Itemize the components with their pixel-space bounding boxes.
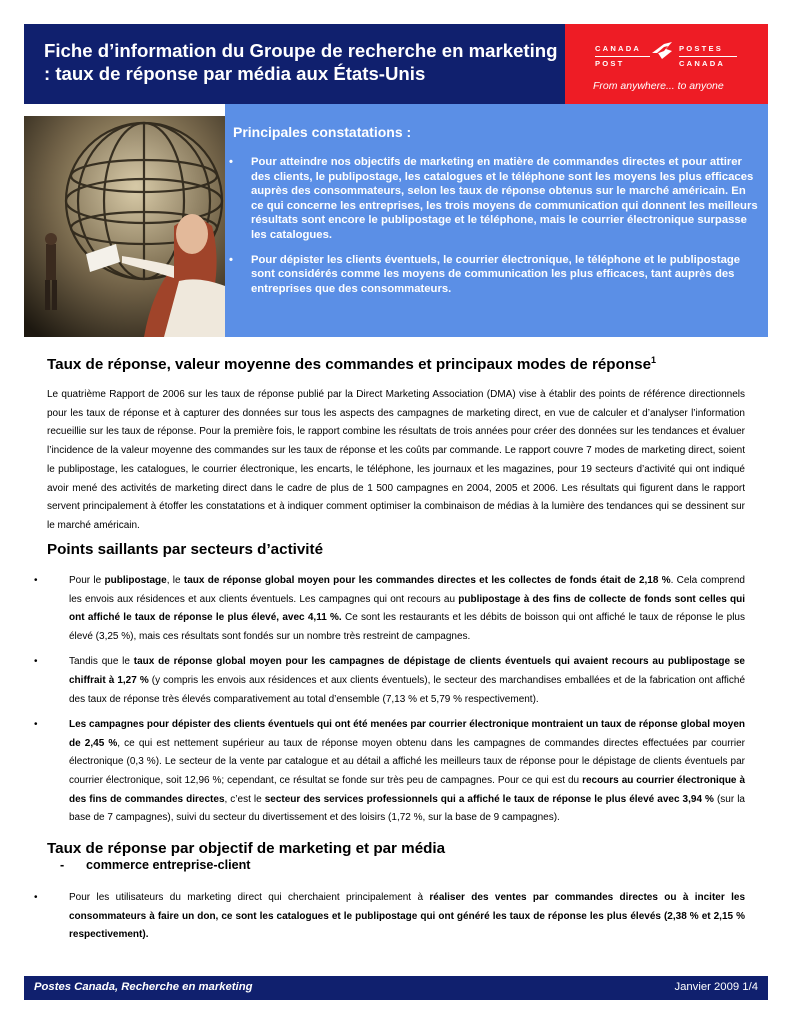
- subheading-dash: -: [60, 858, 65, 872]
- intro-paragraph: Le quatrième Rapport de 2006 sur les taux de réponse publié par la Direct Marketing Association (DMA) vise à établir des points de référence directionnels pour les taux de réponse et à capturer des données sur tous les aspects des campagnes de marketing direct, en vue de calculer et d’analyser l’information recueillie sur les taux de réponse. Pour la première fois, le rapport combine les résultats de trois années pour créer des données sur les tendances et évaluer l’incidence de la valeur moyenne des commandes sur les taux de réponse et les coûts par commande. Le rapport couvre 7 modes de marketing direct, soient le publipostage, les catalogues, le courrier électronique, les encarts, le téléphone, les journaux et les magazines, pour 19 secteurs d’activité qui ont indiqué avoir mené des activités de marketing direct dans le cadre de plus de 1 500 campagnes en 2004, 2005 et 2006. Les résultats qui figurent dans le rapport servent principalement à étoffer les constatations et à indiquer comment optimiser la combinaison de médias à la lumière des tendances qui se dessinent sur le marché américain.: [47, 389, 745, 531]
- logo-postes-text: POSTES: [679, 44, 724, 53]
- footer-source: Postes Canada, Recherche en marketing: [34, 981, 253, 993]
- subheading-text: commerce entreprise-client: [86, 858, 251, 872]
- section-heading-highlights: Points saillants par secteurs d’activité: [47, 541, 324, 558]
- logo-canada-text: CANADA: [595, 44, 642, 53]
- list-item: • Tandis que le taux de réponse global moyen pour les campagnes de dépistage de clients éventuels qui avaient recours au publipostage se chiffrait à 1,27 % (y compris les envois aux résidences et aux clients éventuels), le secteur des marchandises emballées et de la fabrication ont affiché des taux de réponse très élevés comparativement au total d’ensemble (7,13 % et 5,79 % respectivement).: [28, 653, 745, 709]
- logo-post-text: POST: [595, 59, 625, 68]
- logo-canada-fr-text: CANADA: [679, 59, 726, 68]
- key-findings-panel: [225, 104, 768, 337]
- list-item: • Les campagnes pour dépister des clients éventuels qui ont été menées par courrier électronique montraient un taux de réponse global moyen de 2,45 %, ce qui est nettement supérieur au taux de réponse moyen obtenu dans les campagnes de commandes directes effectuées par courrier électronique (0,3 %). Le secteur de la vente par catalogue et au détail a affiché les meilleurs taux de réponse pour le dépistage de clients éventuels par courrier électronique, soit 12,96 %; cependant, ce résultat se fonde sur très peu de campagnes. Pour ce qui est du recours au courrier électronique à des fins de commandes directes, c’est le secteur des services professionnels qui a affiché le taux de réponse le plus élevé avec 3,94 % (sur la base de 7 campagnes), suivi du secteur du divertissement et des loisirs (1,72 %, sur la base de 9 campagnes).: [28, 716, 745, 828]
- canada-post-logo: [565, 24, 768, 104]
- canada-post-logo-icon: [650, 39, 674, 63]
- footnote-mark: 1: [651, 355, 657, 365]
- section-heading-response-rates: [47, 355, 656, 373]
- logo-tagline: From anywhere... to anyone: [593, 80, 724, 92]
- list-item: • Pour le publipostage, le taux de réponse global moyen pour les commandes directes et les collectes de fonds était de 2,18 %. Cela comprend les envois aux résidences et aux clients éventuels. Les campagnes qui ont recours au publipostage à des fins de collecte de fonds sont celles qui ont affiché le taux de réponse le plus élevé, avec 4,11 %. Ce sont les restaurants et les débits de boisson qui ont affiché le taux de réponse le plus élevé (3,25 %), mais ces résultats sont fondés sur un nombre très restreint de campagnes.: [28, 572, 745, 646]
- logo-rule-left: [595, 56, 650, 57]
- section-heading-by-objective: Taux de réponse par objectif de marketing et par média: [47, 840, 446, 857]
- list-item: • Pour atteindre nos objectifs de marketing en matière de commandes directes et pour attirer des clients, le publipostage, les catalogues et le téléphone sont les moyens les plus efficaces auprès des consommateurs, selon les taux de réponse obtenus sur le marché américain. En ce qui concerne les entreprises, les trois moyens de communication qui donnent les meilleurs résultats sont encore le publipostage et le téléphone, mais le courrier électronique surpasse les catalogues.: [225, 155, 760, 243]
- list-item: • Pour dépister les clients éventuels, le courrier électronique, le téléphone et le publipostage sont considérés comme les moyens de communication les plus efficaces, tant auprès des entreprises que des consommateurs.: [225, 253, 760, 297]
- page-footer: [24, 976, 768, 1000]
- section-heading-text: Taux de réponse, valeur moyenne des commandes et principaux modes de réponse: [47, 356, 652, 374]
- highlights-list: [28, 572, 745, 828]
- list-item: • Pour les utilisateurs du marketing direct qui cherchaient principalement à réaliser des ventes par commandes directes ou à inciter les consommateurs à faire un don, ce sont les catalogues et le publipostage qui ont généré les taux de réponse les plus élevés (2,38 % et 2,15 % respectivement).: [28, 889, 745, 945]
- footer-date-page: Janvier 2009 1/4: [674, 981, 758, 993]
- page-title: Fiche d’information du Groupe de recherche en marketing : taux de réponse par média aux États-Unis: [44, 40, 558, 84]
- logo-rule-right: [679, 56, 737, 57]
- key-findings-list: [225, 155, 760, 306]
- objective-list: [28, 889, 745, 945]
- globe-photo: [24, 116, 225, 337]
- key-findings-title: Principales constatations :: [233, 124, 412, 140]
- section-subheading: [60, 858, 251, 872]
- header-banner: [24, 24, 565, 104]
